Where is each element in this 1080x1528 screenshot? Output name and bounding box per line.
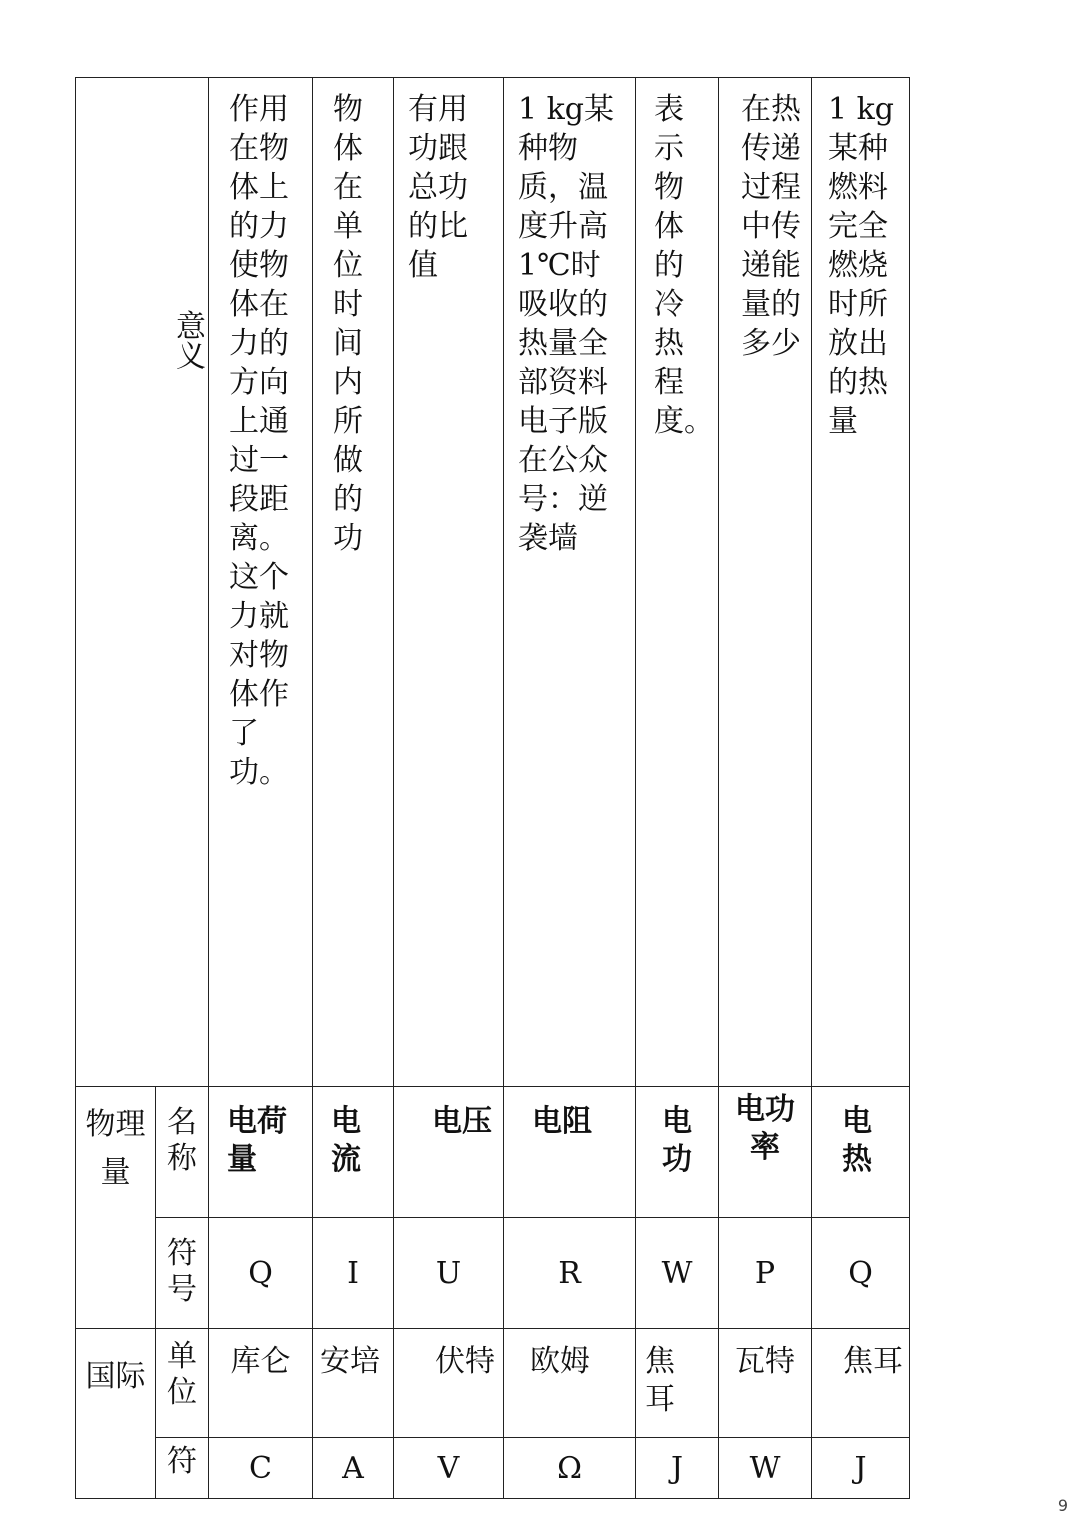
quantity-symbol-row xyxy=(76,1218,910,1329)
unit-symbol: J xyxy=(812,1438,910,1499)
meaning-cell-heat-value: 1 kg某种燃料完全燃烧时所放出的热量 xyxy=(812,78,910,1087)
quantity-name: 电功率 xyxy=(719,1087,812,1218)
unit-symbol: V xyxy=(394,1438,504,1499)
unit-symbol-label: 符 xyxy=(156,1438,209,1499)
unit-label: 单位 xyxy=(156,1329,209,1438)
meaning-label-cell xyxy=(76,78,209,1087)
physical-quantity-label: 物理量 xyxy=(76,1087,156,1329)
quantity-symbol: U xyxy=(394,1218,504,1329)
unit-name: 伏特 xyxy=(394,1329,504,1438)
quantity-name: 电热 xyxy=(812,1087,910,1218)
name-label: 名称 xyxy=(156,1087,209,1218)
quantity-symbol: R xyxy=(504,1218,636,1329)
quantity-name: 电压 xyxy=(394,1087,504,1218)
quantity-name: 电荷量 xyxy=(209,1087,313,1218)
quantity-name: 电功 xyxy=(636,1087,719,1218)
meaning-label: 意义 xyxy=(170,310,205,370)
unit-name: 焦耳 xyxy=(636,1329,719,1438)
unit-symbol-row xyxy=(76,1438,910,1499)
quantity-name-row xyxy=(76,1087,910,1218)
unit-symbol: Ω xyxy=(504,1438,636,1499)
quantity-name: 电阻 xyxy=(504,1087,636,1218)
unit-symbol: J xyxy=(636,1438,719,1499)
international-label: 国际 xyxy=(76,1329,156,1499)
quantity-symbol: P xyxy=(719,1218,812,1329)
quantity-symbol: I xyxy=(313,1218,394,1329)
meaning-cell-work: 作用在物体上的力使物体在力的方向上通过一段距离。这个力就对物体作了功。 xyxy=(209,78,313,1087)
unit-name: 欧姆 xyxy=(504,1329,636,1438)
quantity-symbol: Q xyxy=(209,1218,313,1329)
unit-name: 库仑 xyxy=(209,1329,313,1438)
unit-symbol: W xyxy=(719,1438,812,1499)
unit-row xyxy=(76,1329,910,1438)
meaning-cell-power: 物体在单位时间内所做的功 xyxy=(313,78,394,1087)
quantity-name: 电流 xyxy=(313,1087,394,1218)
meaning-cell-temperature: 表示物体的冷热程度。 xyxy=(636,78,719,1087)
unit-name: 焦耳 xyxy=(812,1329,910,1438)
quantity-symbol: W xyxy=(636,1218,719,1329)
physics-quantity-table xyxy=(75,77,910,1499)
symbol-label: 符号 xyxy=(156,1218,209,1329)
page-number: 9 xyxy=(1057,1496,1068,1515)
unit-symbol: A xyxy=(313,1438,394,1499)
meaning-row xyxy=(76,78,910,1087)
quantity-symbol: Q xyxy=(812,1218,910,1329)
meaning-cell-heat: 在热传递过程中传递能量的多少 xyxy=(719,78,812,1087)
unit-name: 瓦特 xyxy=(719,1329,812,1438)
unit-symbol: C xyxy=(209,1438,313,1499)
meaning-cell-efficiency: 有用功跟总功的比值 xyxy=(394,78,504,1087)
unit-name: 安培 xyxy=(313,1329,394,1438)
meaning-cell-specific-heat: 1 kg某种物质，温度升高1℃时吸收的热量全部资料电子版在公众号：逆袭墙 xyxy=(504,78,636,1087)
